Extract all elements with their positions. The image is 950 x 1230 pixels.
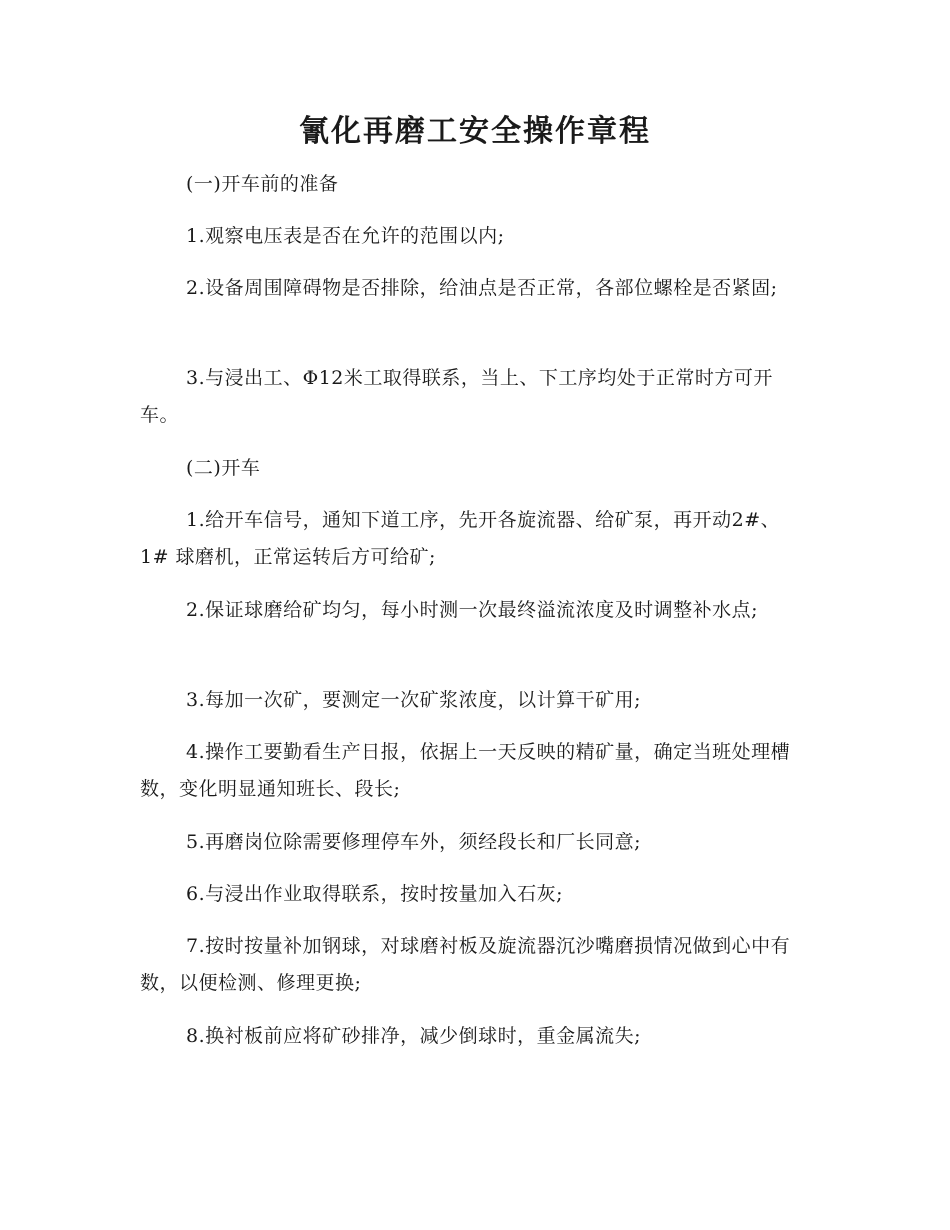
paragraph-item: 1.观察电压表是否在允许的范围以内; <box>186 225 505 247</box>
paragraph-item: 5.再磨岗位除需要修理停车外，须经段长和厂长同意; <box>186 831 642 853</box>
paragraph-item: 2.设备周围障碍物是否排除，给油点是否正常，各部位螺栓是否紧固; <box>186 277 778 299</box>
document-title: 氰化再磨工安全操作章程 <box>299 114 651 149</box>
section-heading-start: (二)开车 <box>186 457 261 479</box>
paragraph-item: 8.换衬板前应将矿砂排净，减少倒球时，重金属流失; <box>186 1025 642 1047</box>
paragraph-item: 3.每加一次矿，要测定一次矿浆浓度，以计算干矿用; <box>186 689 642 711</box>
paragraph-item: 4.操作工要勤看生产日报，依据上一天反映的精矿量，确定当班处理槽数，变化明显通知班长、段长; <box>140 741 791 800</box>
paragraph-item: 3.与浸出工、Φ12米工取得联系，当上、下工序均处于正常时方可开车。 <box>140 367 773 426</box>
paragraph-item: 2.保证球磨给矿均匀，每小时测一次最终溢流浓度及时调整补水点; <box>186 599 759 621</box>
paragraph-item: 6.与浸出作业取得联系，按时按量加入石灰; <box>186 883 564 905</box>
section-heading-before-start: (一)开车前的准备 <box>186 173 339 195</box>
paragraph-item: 1.给开车信号，通知下道工序，先开各旋流器、给矿泵，再开动2#、1# 球磨机，正常运转后方可给矿; <box>140 509 781 568</box>
paragraph-item: 7.按时按量补加钢球，对球磨衬板及旋流器沉沙嘴磨损情况做到心中有数，以便检测、修理更换; <box>140 935 791 994</box>
